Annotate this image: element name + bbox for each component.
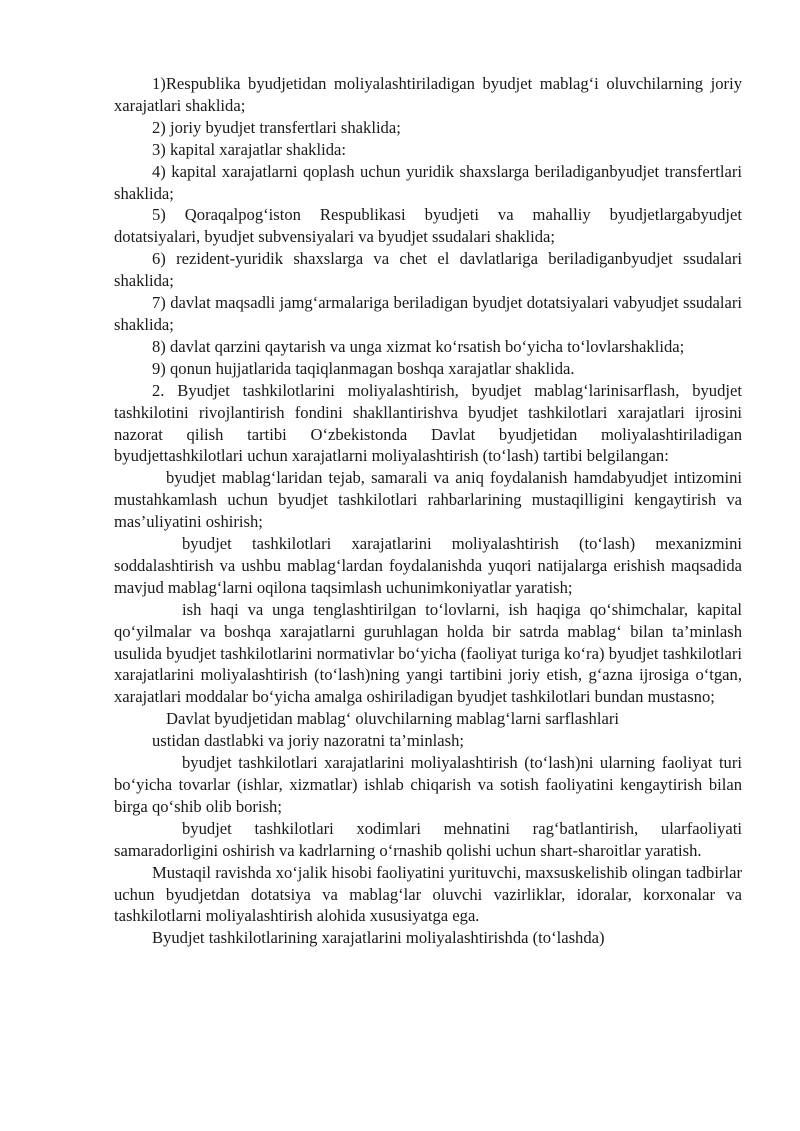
list-item-2: 2) joriy byudjet transfertlari shaklida; xyxy=(152,117,401,137)
list-item-4: 4) kapital xarajatlarni qoplash uchun yuridik shaxslarga beriladiganbyudjet transfertlari shaklida; xyxy=(114,161,742,203)
goal-paragraph-2: byudjet tashkilotlari xarajatlarini moliyalashtirish (to‘lash) mexanizmini soddalashtirish va ushbu mablag‘lardan foydalanishda yuqori natijalarga erishish maqsadida mavjud mablag‘larni oqilona taqsimlash uchunimkoniyatlar yaratish; xyxy=(114,534,742,597)
list-item-9: 9) qonun hujjatlarida taqiqlanmagan boshqa xarajatlar shaklida. xyxy=(152,358,575,378)
list-item-1: 1)Respublika byudjetidan moliyalashtiriladigan byudjet mablag‘i oluvchilarning joriy xarajatlari shaklida; xyxy=(114,74,742,115)
goal-paragraph-4-line-2: ustidan dastlabki va joriy nazoratni ta’minlash; xyxy=(152,731,464,751)
section-paragraph-2: 2. Byudjet tashkilotlarini moliyalashtirish, byudjet mablag‘larinisarflash, byudjet tashkilotini rivojlantirish fondini shakllantirishva byudjet tashkilotlari xarajatlari ijrosini nazorat qilish tartibi O‘zbekistonda Davlat byudjetidan moliyalashtiriladigan byudjettashkilotlari uchun xarajatlarni moliyalashtirish (to‘lash) tartibi belgilangan: xyxy=(114,380,742,466)
list-item-8: 8) davlat qarzini qaytarish va unga xizmat ko‘rsatish bo‘yicha to‘lovlarshaklida; xyxy=(152,336,685,356)
goal-paragraph-6: byudjet tashkilotlari xodimlari mehnatini rag‘batlantirish, ularfaoliyati samaradorligini oshirish va kadrlarning o‘rnashib qolishi uchun shart-sharoitlar yaratish. xyxy=(114,818,742,860)
document-page xyxy=(114,73,742,949)
goal-paragraph-3: ish haqi va unga tenglashtirilgan to‘lovlarni, ish haqiga qo‘shimchalar, kapital qo‘yilmalar va boshqa xarajatlarni guruhlagan holda bir satrda mablag‘ bilan ta’minlash usulida byudjet tashkilotlarini normativlar bo‘yicha (faoliyat turiga ko‘ra) byudjet tashkilotlari xarajatlarini moliyalashtirish (to‘lash)ning yangi tartibini joriy etish, g‘azna ijrosiga o‘tgan, xarajatlari moddalar bo‘yicha amalga oshiriladigan byudjet tashkilotlari bundan mustasno; xyxy=(114,599,742,707)
list-item-5: 5) Qoraqalpog‘iston Respublikasi byudjeti va mahalliy byudjetlargabyudjet dotatsiyalari, byudjet subvensiyalari va byudjet ssudalari shaklida; xyxy=(114,205,742,247)
body-paragraph-2: Byudjet tashkilotlarining xarajatlarini moliyalashtirishda (to‘lashda) xyxy=(152,928,605,948)
list-item-3: 3) kapital xarajatlar shaklida: xyxy=(152,139,346,159)
goal-paragraph-4-line-1: Davlat byudjetidan mablag‘ oluvchilarning mablag‘larni sarflashlari xyxy=(166,709,619,729)
goal-paragraph-5: byudjet tashkilotlari xarajatlarini moliyalashtirish (to‘lash)ni ularning faoliyat turi bo‘yicha tovarlar (ishlar, xizmatlar) ishlab chiqarish va sotish faoliyatini kengaytirish bilan birga qo‘shib olib borish; xyxy=(114,753,742,816)
body-paragraph-1: Mustaqil ravishda xo‘jalik hisobi faoliyatini yurituvchi, maxsuskelishib olingan tadbirlar uchun byudjetdan dotatsiya va mablag‘lar oluvchi vazirliklar, idoralar, korxonalar va tashkilotlarni moliyalashtirish alohida xususiyatga ega. xyxy=(114,862,742,926)
list-item-7: 7) davlat maqsadli jamg‘armalariga beriladigan byudjet dotatsiyalari vabyudjet ssudalari shaklida; xyxy=(114,293,742,334)
list-item-6: 6) rezident-yuridik shaxslarga va chet el davlatlariga beriladiganbyudjet ssudalari shaklida; xyxy=(114,249,742,291)
goal-paragraph-1: byudjet mablag‘laridan tejab, samarali va aniq foydalanish hamdabyudjet intizomini mustahkamlash uchun byudjet tashkilotlari rahbarlarining mustaqilligini kengaytirish va mas’uliyatini oshirish; xyxy=(114,468,742,532)
